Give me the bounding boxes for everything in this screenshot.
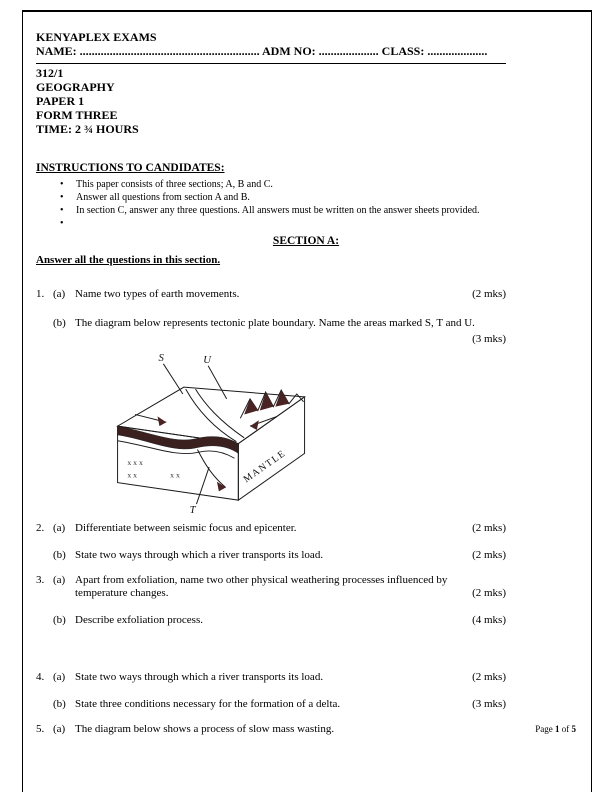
instructions-list <box>36 178 576 230</box>
question-part: (a) <box>53 723 66 735</box>
section-a-heading: SECTION A: <box>272 235 340 247</box>
instruction-text: Answer all questions from section A and B. <box>76 192 250 203</box>
tectonic-plate-diagram <box>102 348 326 514</box>
question-text: Describe exfoliation process. <box>75 614 203 626</box>
question-number: 5. <box>36 723 45 735</box>
question-number <box>36 549 53 562</box>
footer-page-number: 1 <box>555 724 560 734</box>
question-number: 4. <box>36 671 45 683</box>
question-text: The diagram below shows a process of slow mass wasting. <box>75 723 335 735</box>
label-mantle: MANTLE <box>241 447 289 486</box>
question-text: Differentiate between seismic focus and epicenter. <box>75 522 297 534</box>
paper-code: 312/1 <box>36 66 64 80</box>
question-4b <box>36 698 506 711</box>
question-number <box>36 317 53 330</box>
question-2a <box>36 522 506 535</box>
exam-board-title: KENYAPLEX EXAMS <box>36 30 157 44</box>
section-a-instruction: Answer all the questions in this section. <box>36 254 221 266</box>
label-t: T <box>189 503 196 514</box>
time-allowed: TIME: 2 ¾ HOURS <box>36 122 139 136</box>
question-3a <box>36 574 576 587</box>
question-text: Name two types of earth movements. <box>75 288 240 300</box>
instruction-item <box>36 178 576 191</box>
question-number <box>36 614 53 627</box>
question-part: (b) <box>53 549 66 561</box>
bullet-icon: • <box>60 179 64 190</box>
footer-of-word: of <box>559 724 572 734</box>
question-number <box>36 698 53 711</box>
subject-title: GEOGRAPHY <box>36 80 115 94</box>
question-part: (b) <box>53 698 66 710</box>
instruction-text: In section C, answer any three questions. All answers must be written on the answer sheets provided. <box>76 205 480 216</box>
subducting-slab-line <box>197 450 225 488</box>
question-text-continued: temperature changes. <box>75 587 169 599</box>
bullet-icon: • <box>60 205 64 216</box>
page-footer <box>535 724 576 734</box>
label-u-leader-line <box>208 366 227 399</box>
instruction-item <box>36 204 576 217</box>
form-level: FORM THREE <box>36 108 118 122</box>
question-marks: (4 mks) <box>472 614 506 626</box>
question-3a-continued <box>36 587 506 600</box>
question-part: (a) <box>53 522 66 534</box>
question-text: The diagram below represents tectonic plate boundary. Name the areas marked S, T and U. <box>75 317 475 329</box>
question-text: State two ways through which a river transports its load. <box>75 671 324 683</box>
instructions-heading: INSTRUCTIONS TO CANDIDATES: <box>36 162 225 174</box>
question-marks: (2 mks) <box>472 587 506 599</box>
hatch-marks: x x x <box>127 458 143 468</box>
footer-total-pages: 5 <box>571 724 576 734</box>
hatch-marks: x x <box>127 470 138 480</box>
question-number: 3. <box>36 574 45 586</box>
question-marks: (3 mks) <box>472 698 506 710</box>
hatch-marks: x x <box>170 470 180 480</box>
instruction-text: This paper consists of three sections; A, B and C. <box>76 179 273 190</box>
question-1b <box>36 317 576 330</box>
question-text: State three conditions necessary for the formation of a delta. <box>75 698 341 710</box>
question-1b-marks: (3 mks) <box>472 333 506 345</box>
bullet-icon: • <box>60 192 64 203</box>
label-s: S <box>158 351 164 364</box>
question-number: 1. <box>36 288 45 300</box>
question-text: State two ways through which a river transports its load. <box>75 549 324 561</box>
arrowhead-left <box>158 416 167 426</box>
question-4a <box>36 671 506 684</box>
label-u: U <box>203 353 212 366</box>
page-content <box>36 30 576 736</box>
question-part: (a) <box>53 574 66 586</box>
question-number: 2. <box>36 522 45 534</box>
footer-page-word: Page <box>535 724 555 734</box>
question-marks: (2 mks) <box>472 549 506 561</box>
bullet-icon: • <box>60 218 64 229</box>
question-part: (a) <box>53 288 66 300</box>
question-part: (b) <box>53 614 66 626</box>
plate-boundary-line <box>186 389 237 442</box>
label-t-leader-line <box>196 467 209 504</box>
question-part: (b) <box>53 317 66 329</box>
question-marks: (2 mks) <box>472 288 506 300</box>
paper-number: PAPER 1 <box>36 94 85 108</box>
question-text: Apart from exfoliation, name two other physical weathering processes influenced by <box>75 574 448 586</box>
question-part: (a) <box>53 671 66 683</box>
question-marks <box>452 723 506 736</box>
instruction-item <box>36 191 576 204</box>
question-2b <box>36 549 506 562</box>
question-marks: (2 mks) <box>472 671 506 683</box>
name-adm-class-line: NAME: ............................................................ ADM NO: .................... CLASS: .................... <box>36 44 506 64</box>
question-3b <box>36 614 506 627</box>
question-1a <box>36 288 506 301</box>
question-5a <box>36 723 506 736</box>
question-marks: (2 mks) <box>472 522 506 534</box>
instruction-item <box>36 217 576 230</box>
